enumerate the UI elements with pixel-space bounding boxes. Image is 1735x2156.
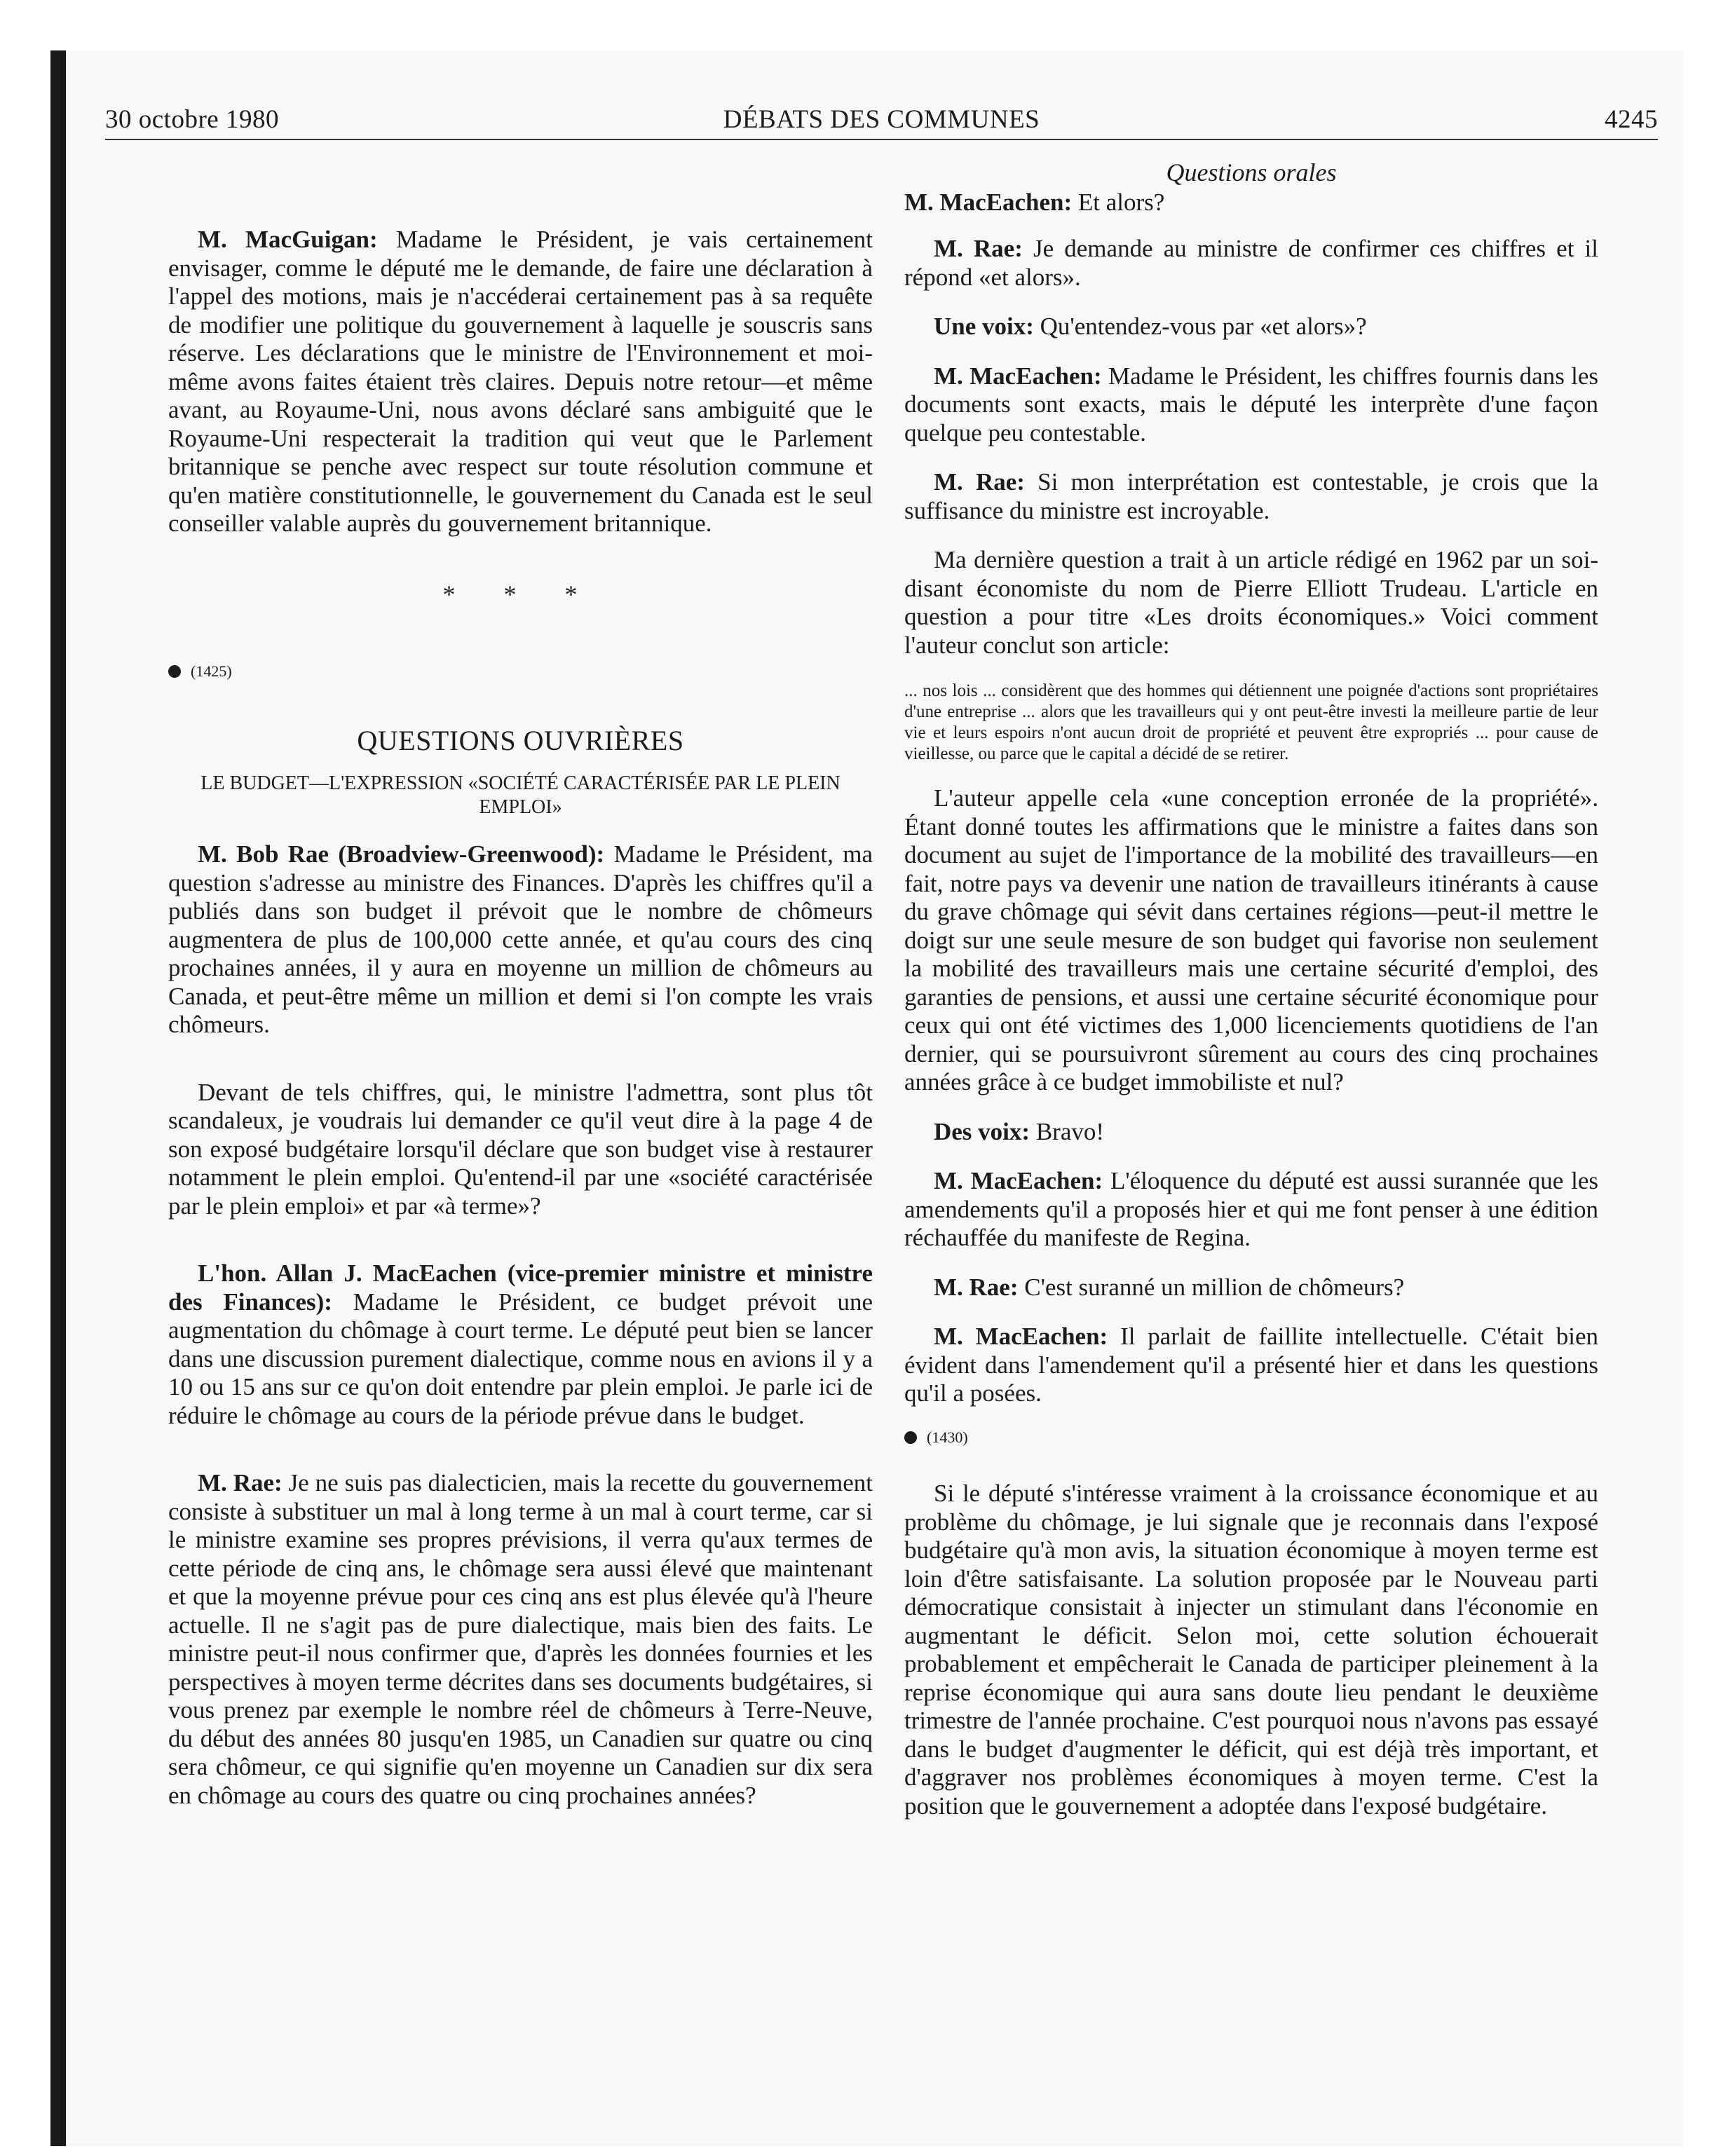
paragraph — [904, 235, 1598, 292]
bullet-icon — [904, 1431, 917, 1444]
header-page-number: 4245 — [1605, 105, 1658, 134]
speaker-name: Des voix: — [934, 1117, 1030, 1145]
paragraph: Si le député s'intéresse vraiment à la croissance économique et au problème du chômage, je lui signale que je reconnais dans l'exposé budgétaire qu'à mon avis, la situation économique à moyen terme est loin d'être satisfaisante. La solution proposée par le Nouveau parti démocratique consistait à injecter un stimulant dans l'économie en augmentant le déficit. Selon moi, cette solution échouerait probablement et empêcherait le Canada de participer pleinement à la reprise économique qui aura sans doute lieu pendant le deuxième trimestre de l'année prochaine. C'est pourquoi nous n'avons pas essayé dans le budget d'augmenter le déficit, qui est déjà très important, et d'aggraver nos problèmes économiques à moyen terme. C'est la position que le gouvernement a adoptée dans l'exposé budgétaire. — [904, 1480, 1598, 1820]
paragraph-text: Il parlait de faillite intellectuelle. C'était bien évident dans l'amendement qu'il a présenté hier et dans les questions qu'il a posées. — [904, 1323, 1598, 1407]
paragraph — [904, 468, 1598, 525]
paragraph — [904, 189, 1598, 217]
paragraph: L'auteur appelle cela «une conception erronée de la propriété». Étant donné toutes les affirmations que le ministre a faites dans son document au sujet de l'importance de la mobilité des travailleurs—en fait, notre pays va devenir une nation de travailleurs itinérants à cause du grave chômage qui sévit dans certaines régions—peut-il mettre le doigt sur une seule mesure de son budget qui favorise non seulement la mobilité des travailleurs mais une certaine sécurité d'emploi, des garanties de pensions, et aussi une certaine sécurité économique pour ceux qui ont été victimes des 1,000 licenciements quotidiens de l'an dernier, qui se poursuivront sûrement au cours des cinq prochaines années grâce à ce budget immobiliste et nul? — [904, 784, 1598, 1096]
paragraph-text: Bravo! — [1030, 1117, 1105, 1145]
paragraph — [168, 840, 873, 1039]
time-marker — [904, 1424, 1598, 1452]
header-date: 30 octobre 1980 — [105, 105, 279, 134]
paragraph-text: Madame le Président, ce budget prévoit une augmentation du chômage à court terme. Le député peut bien se lancer dans une discussion purement dialectique, comme nous en avions il y a 10 ou 15 ans sur ce qu'on doit entendre par plein emploi. Je parle ici de réduire le chômage au cours de la période prévue dans le budget. — [168, 1288, 873, 1429]
block-quote: ... nos lois ... considèrent que des hommes qui détiennent une poignée d'actions sont propriétaires d'une entreprise ... alors que les travailleurs qui y ont peut-être investi la meilleure partie de leur vie et leurs espoirs n'ont aucun droit de propriété et peuvent être expropriés ... pour cause de vieillesse, ou parce que le capital a décidé de se retirer. — [904, 681, 1598, 763]
paragraph — [904, 1274, 1598, 1302]
speaker-name: L'hon. Allan J. MacEachen (vice-premier ministre et ministre des Finances): — [168, 1260, 873, 1316]
column-kicker: Questions orales — [1166, 158, 1337, 186]
paragraph-text: C'est suranné un million de chômeurs? — [1018, 1273, 1405, 1301]
speaker-name: M. MacEachen: — [934, 1167, 1103, 1194]
subsection-title: LE BUDGET—L'EXPRESSION «SOCIÉTÉ CARACTÉRISÉE PAR LE PLEIN EMPLOI» — [200, 772, 841, 818]
scan-edge — [50, 50, 66, 2146]
speaker-name: M. Rae: — [934, 1273, 1019, 1301]
speaker-name: M. MacEachen: — [934, 362, 1102, 390]
paragraph — [168, 1260, 873, 1430]
speaker-name: M. Rae: — [934, 235, 1023, 262]
speaker-name: M. MacGuigan: — [198, 226, 378, 253]
page-header — [105, 93, 1658, 140]
paragraph-text: Madame le Président, ma question s'adresse au ministre des Finances. D'après les chiffres qu'il a publiés dans son budget il prévoit que le nombre de chômeurs augmentera de plus de 100,000 cette année, et qu'au cours des cinq prochaines années, il y aura en moyenne un million de chômeurs au Canada, et peut-être même un million et demi si l'on compte les vrais chômeurs. — [168, 840, 873, 1038]
speaker-name: Une voix: — [934, 313, 1034, 340]
bullet-icon — [168, 665, 181, 678]
paragraph-text: L'éloquence du député est aussi surannée que les amendements qu'il a proposés hier et qui me font penser à une édition réchauffée du manifeste de Regina. — [904, 1167, 1599, 1251]
paragraph-text: Je demande au ministre de confirmer ces chiffres et il répond «et alors». — [904, 235, 1598, 291]
time-marker-text: (1430) — [927, 1428, 968, 1446]
speaker-name: M. Rae: — [934, 468, 1025, 496]
paragraph-text: Si mon interprétation est contestable, je crois que la suffisance du ministre est incroyable. — [904, 468, 1598, 524]
paragraph-text: Madame le Président, les chiffres fournis dans les documents sont exacts, mais le député les interprète d'une façon quelque peu contestable. — [904, 362, 1598, 446]
speaker-name: M. Bob Rae (Broadview-Greenwood): — [198, 840, 605, 868]
paragraph — [904, 313, 1598, 341]
paragraph — [904, 1323, 1598, 1408]
header-publication: DÉBATS DES COMMUNES — [723, 105, 1040, 134]
paragraph-text: Qu'entendez-vous par «et alors»? — [1033, 313, 1367, 340]
paragraph — [904, 362, 1598, 448]
paragraph — [168, 226, 873, 538]
paragraph: Devant de tels chiffres, qui, le ministre l'admettra, sont plus tôt scandaleux, je voudrais lui demander ce qu'il veut dire à la page 4 de son exposé budgétaire lorsqu'il déclare que son budget vise à restaurer notamment le plein emploi. Qu'entend-il par une «société caractérisée par le plein emploi» et par «à terme»? — [168, 1078, 873, 1220]
paragraph — [904, 1118, 1598, 1147]
speaker-name: M. MacEachen: — [904, 188, 1073, 216]
left-column — [168, 158, 873, 1831]
paragraph-text: Je ne suis pas dialecticien, mais la recette du gouvernement consiste à substituer un mal à long terme à un mal à court terme, car si le ministre examine ses propres prévisions, il verra qu'aux termes de cette période de cinq ans, le chômage sera aussi élevé que maintenant et que la moyenne prévue pour ces cinq ans est plus élevée qu'à l'heure actuelle. Il ne s'agit pas de pure dialectique, mais bien des faits. Le ministre peut-il nous confirmer que, d'après les données fournies et les perspectives à moyen terme décrites dans ses documents budgétaires, si vous prenez par exemple le nombre réel de chômeurs à Terre-Neuve, du début des années 80 jusqu'en 1985, un Canadien sur quatre ou cinq sera chômeur, ce qui signifie qu'en moyenne un Canadien sur dix sera en chômage au cours des quatre ou cinq prochaines années? — [168, 1469, 873, 1809]
speaker-name: M. Rae: — [198, 1469, 283, 1496]
section-title: QUESTIONS OUVRIÈRES — [357, 724, 684, 756]
paragraph — [904, 1167, 1598, 1253]
section-separator: * * * — [442, 580, 599, 608]
right-column — [904, 158, 1598, 1841]
paragraph-text: Madame le Président, je vais certainement envisager, comme le député me le demande, de faire une déclaration à l'appel des motions, mais je n'accéderai certainement pas à sa requête de modifier une politique du gouvernement à laquelle je souscris sans réserve. Les déclarations que le ministre de l'Environnement et moi-même avons faites étaient très claires. Depuis notre retour—et même avant, au Royaume-Uni, nous avons déclaré sans ambiguité que le Royaume-Uni respecterait la tradition qui veut que le Parlement britannique se penche avec respect sur toute résolution commune et qu'en matière constitutionnelle, le gouvernement du Canada est le seul conseiller valable auprès du gouvernement britannique. — [168, 226, 873, 537]
paragraph-text: Et alors? — [1072, 188, 1165, 216]
paragraph: Ma dernière question a trait à un article rédigé en 1962 par un soi-disant économiste du nom de Pierre Elliott Trudeau. L'article en question a pour titre «Les droits économiques.» Voici comment l'auteur conclut son article: — [904, 546, 1598, 659]
time-marker — [168, 657, 873, 686]
time-marker-text: (1425) — [191, 662, 232, 680]
speaker-name: M. MacEachen: — [934, 1323, 1108, 1350]
paragraph — [168, 1469, 873, 1810]
